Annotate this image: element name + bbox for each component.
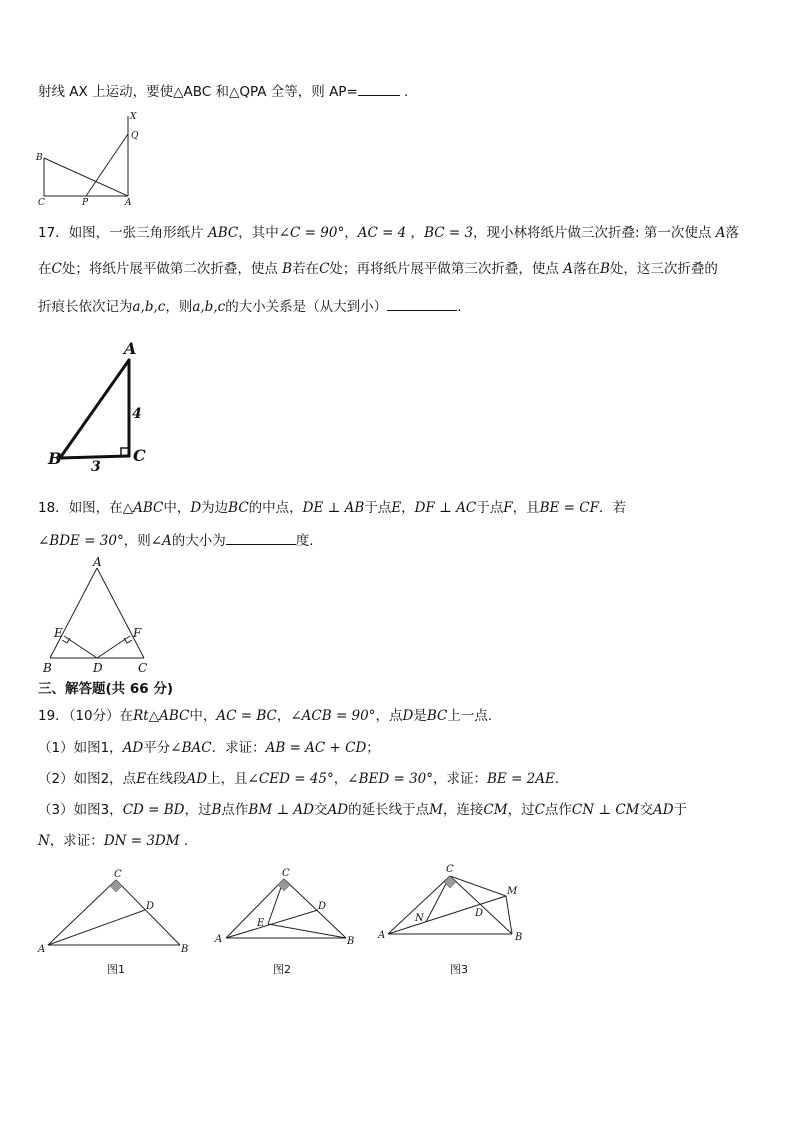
text-segment: D — [402, 708, 414, 724]
q17-answer-blank[interactable] — [387, 297, 457, 311]
text-segment: ．求证： — [211, 740, 266, 756]
text-segment: AB = AC + CD — [265, 740, 367, 756]
text-segment: BC — [228, 500, 249, 516]
q19-f2-label-e: E — [257, 918, 265, 929]
text-segment: 度. — [295, 533, 314, 549]
text-segment: AD — [327, 802, 349, 818]
q18-label-d: D — [93, 661, 103, 675]
q18-figure — [40, 556, 160, 676]
text-segment: （1）如图1， — [38, 740, 123, 756]
text-segment: ．若 — [598, 500, 626, 516]
text-segment: E — [136, 771, 147, 787]
text-segment: AD — [653, 802, 674, 818]
q19-figure-3-caption: 图3 — [450, 963, 468, 976]
q19-part3 — [38, 801, 687, 819]
text-segment: ABC — [207, 225, 239, 241]
text-segment: △QPA — [228, 84, 267, 100]
q16-text — [38, 82, 408, 101]
q19-f1-label-c: C — [114, 869, 122, 880]
text-segment: AC = 4 — [357, 225, 407, 241]
q18-line1 — [38, 499, 626, 517]
text-segment: a,b,c — [192, 299, 226, 315]
q19-f2-label-b: B — [347, 936, 355, 947]
q18-label-f: F — [133, 626, 142, 640]
q19-figure-2 — [210, 866, 370, 956]
text-segment: 和 — [211, 84, 229, 100]
text-segment: AD — [122, 740, 144, 756]
text-segment: . — [399, 84, 409, 100]
text-segment: 的大小为 — [171, 533, 226, 549]
text-segment: ， — [333, 771, 348, 787]
q16-label-x: X — [130, 112, 137, 122]
text-segment: B — [599, 261, 610, 277]
text-segment: ，且 — [512, 500, 540, 516]
text-segment: 的大小关系是（从大到小） — [225, 299, 388, 315]
q19-f2-label-d: D — [318, 901, 327, 912]
text-segment: 17． — [38, 225, 69, 241]
text-segment: CM — [483, 802, 508, 818]
text-segment: 中， — [189, 708, 217, 724]
text-segment: 19． — [38, 708, 69, 724]
q19-figure-2-caption: 图2 — [273, 963, 291, 976]
q16-answer-blank[interactable] — [358, 82, 400, 96]
text-segment: 落在 — [572, 261, 600, 277]
text-segment: 的延长线于点 — [348, 802, 430, 818]
text-segment: Rt△ABC — [133, 708, 190, 724]
q16-figure — [36, 110, 146, 206]
text-segment: C — [319, 261, 330, 277]
text-segment: BE = 2AE — [487, 771, 555, 787]
text-segment: ． — [554, 771, 569, 787]
text-segment: 为边 — [201, 500, 229, 516]
text-segment: A — [715, 225, 726, 241]
text-segment: ∠BAC — [170, 740, 212, 756]
text-segment: （3）如图3， — [38, 802, 123, 818]
text-segment: CD = BD — [122, 802, 185, 818]
text-segment: 射线 AX 上运动，要使 — [38, 84, 174, 100]
q19-part3-cont — [38, 832, 188, 850]
text-segment: ， — [401, 500, 415, 516]
text-segment: 交 — [314, 802, 328, 818]
q17-label-c: C — [133, 446, 146, 465]
q18-line2 — [38, 531, 314, 550]
text-segment: ，其中 — [238, 225, 279, 241]
q17-figure — [40, 338, 160, 478]
text-segment: 落 — [725, 225, 739, 241]
q19-f3-label-c: C — [446, 864, 454, 875]
text-segment: （10分）在 — [68, 708, 134, 724]
text-segment: BC = 3 — [424, 225, 474, 241]
q17-line2 — [38, 260, 718, 278]
q19-f2-label-c: C — [282, 868, 290, 879]
text-segment: 若在 — [292, 261, 320, 277]
text-segment: ∠CED = 45° — [247, 771, 334, 787]
text-segment: ∠BDE = 30° — [38, 533, 124, 549]
text-segment: 如图，一张三角形纸片 — [68, 225, 208, 241]
q19-part1 — [38, 739, 380, 757]
q19-figure-1-caption: 图1 — [107, 963, 125, 976]
text-segment: △ABC — [173, 84, 212, 100]
text-segment: 于 — [673, 802, 688, 818]
text-segment: ，连接 — [442, 802, 484, 818]
text-segment: F — [503, 500, 513, 516]
text-segment: E — [391, 500, 402, 516]
text-segment: DF ⊥ AC — [414, 500, 477, 516]
text-segment: N — [38, 833, 50, 849]
text-segment: D — [190, 500, 202, 516]
text-segment: ， — [406, 225, 425, 241]
q19-f2-label-a: A — [215, 934, 223, 945]
text-segment: ，则 — [165, 299, 193, 315]
text-segment: BC — [426, 708, 448, 724]
text-segment: DE ⊥ AB — [302, 500, 365, 516]
text-segment: ，点 — [375, 708, 403, 724]
text-segment: （2）如图2，点 — [38, 771, 137, 787]
q19-f1-label-a: A — [38, 944, 46, 955]
text-segment: ，求证： — [433, 771, 488, 787]
q16-label-a: A — [125, 198, 132, 208]
q18-answer-blank[interactable] — [226, 531, 296, 545]
text-segment: . — [457, 299, 462, 315]
q16-label-b: B — [36, 153, 43, 163]
text-segment: 上，且 — [207, 771, 248, 787]
text-segment: ，现小林将纸片做三次折叠: 第一次使点 — [473, 225, 716, 241]
text-segment: 点作 — [221, 802, 249, 818]
q19-f1-label-d: D — [146, 901, 155, 912]
text-segment: AD — [186, 771, 208, 787]
q16-label-q: Q — [131, 131, 139, 141]
text-segment: a,b,c — [132, 299, 166, 315]
text-segment: 在线段 — [146, 771, 187, 787]
q16-label-p: P — [82, 198, 89, 208]
text-segment: 中， — [163, 500, 191, 516]
text-segment: 全等，则 AP= — [266, 84, 358, 100]
text-segment: △ABC — [122, 500, 164, 516]
text-segment: 处；再将纸片展平做第三次折叠，使点 — [329, 261, 564, 277]
text-segment: BE = CF — [539, 500, 599, 516]
q18-label-a: A — [93, 555, 102, 569]
text-segment: ∠BED = 30° — [347, 771, 434, 787]
q17-label-a: A — [124, 339, 137, 358]
q18-label-b: B — [43, 661, 52, 675]
text-segment: 在 — [38, 261, 52, 277]
text-segment: 是 — [413, 708, 427, 724]
text-segment: AC = BC — [216, 708, 277, 724]
text-segment: 如图，在 — [68, 500, 123, 516]
q19-figure-3 — [376, 858, 536, 948]
q19-f3-label-m: M — [507, 886, 518, 897]
text-segment: B — [282, 261, 293, 277]
text-segment: ，求证： — [49, 833, 104, 849]
q19-f3-label-n: N — [415, 913, 424, 924]
text-segment: ，则 — [123, 533, 151, 549]
q18-label-e: E — [54, 626, 63, 640]
q17-line3 — [38, 297, 461, 316]
q17-side-bc: 3 — [91, 459, 101, 475]
q18-label-c: C — [138, 661, 148, 675]
section-3-title: 三、解答题(共 66 分) — [38, 681, 174, 697]
text-segment: ，过 — [507, 802, 535, 818]
text-segment: 平分 — [143, 740, 171, 756]
text-segment: ∠C = 90° — [278, 225, 345, 241]
text-segment: C — [51, 261, 62, 277]
q19-line1 — [38, 707, 492, 725]
q19-f3-label-b: B — [515, 932, 523, 943]
text-segment: 于点 — [476, 500, 504, 516]
text-segment: 18． — [38, 500, 69, 516]
q17-label-b: B — [48, 449, 62, 468]
text-segment: CN ⊥ CM — [571, 802, 640, 818]
text-segment: C — [534, 802, 545, 818]
q19-f3-label-d: D — [475, 908, 484, 919]
text-segment: BM ⊥ AD — [248, 802, 315, 818]
text-segment: ∠ACB = 90° — [290, 708, 376, 724]
text-segment: . — [179, 833, 189, 849]
text-segment: 上一点. — [447, 708, 493, 724]
text-segment: DN = 3DM — [103, 833, 180, 849]
q17-line1 — [38, 224, 739, 242]
text-segment: A — [563, 261, 573, 277]
q19-part2 — [38, 770, 568, 788]
text-segment: B — [211, 802, 222, 818]
q19-f1-label-b: B — [181, 944, 189, 955]
text-segment: 于点 — [364, 500, 392, 516]
q19-f3-label-a: A — [378, 930, 386, 941]
text-segment: 交 — [639, 802, 653, 818]
text-segment: M — [429, 802, 443, 818]
text-segment: 点作 — [544, 802, 572, 818]
text-segment: 折痕长依次记为 — [38, 299, 133, 315]
q17-side-ac: 4 — [132, 406, 142, 422]
q16-label-c: C — [38, 198, 45, 208]
text-segment: 处，这三次折叠的 — [609, 261, 718, 277]
text-segment: 的中点， — [248, 500, 303, 516]
text-segment: ， — [344, 225, 358, 241]
text-segment: ； — [366, 740, 380, 756]
text-segment: 处；将纸片展平做第二次折叠，使点 — [61, 261, 283, 277]
text-segment: ， — [276, 708, 291, 724]
text-segment: ∠A — [150, 533, 172, 549]
text-segment: ，过 — [184, 802, 212, 818]
q19-figure-1 — [36, 866, 196, 956]
